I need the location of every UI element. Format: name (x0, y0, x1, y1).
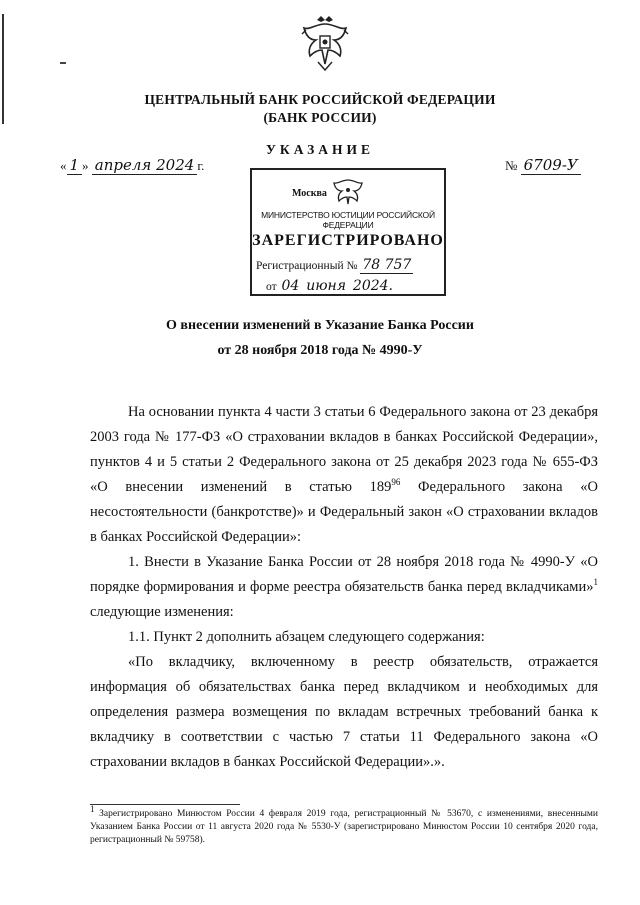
paragraph-item-1-text: 1. Внести в Указание Банка России от 28 ноября 2018 года № 4990-У «О порядке формирования и форме реестра обязательств банка перед вкладчиками» (90, 554, 598, 595)
registration-stamp (250, 168, 446, 296)
paragraph-basis-tail: Федерального закона «О несостоятельности (банкротстве)» и Федеральный закон «О страховании вкладов в банках Российской Федерации»: (90, 479, 598, 545)
scan-speck (60, 62, 66, 64)
paragraph-item-1-tail: следующие изменения: (90, 604, 234, 620)
stamp-date-month-handwritten: июня (306, 278, 347, 294)
stamp-registration-number (256, 257, 413, 273)
paragraph-basis (90, 400, 598, 550)
organization-name: ЦЕНТРАЛЬНЫЙ БАНК РОССИЙСКОЙ ФЕДЕРАЦИИ (144, 92, 496, 107)
footnote-divider (90, 804, 240, 805)
date-open-quote: « (60, 158, 67, 173)
stamp-reg-label: Регистрационный № (256, 260, 358, 272)
footnote-mark: 1 (90, 803, 95, 814)
stamp-ministry: МИНИСТЕРСТВО ЮСТИЦИИ РОССИЙСКОЙ ФЕДЕРАЦИИ (261, 210, 435, 230)
date-year-suffix: г. (197, 158, 205, 173)
paragraph-basis-text: На основании пункта 4 части 3 статьи 6 Федерального закона от 23 декабря 2003 года № 177-ФЗ «О страховании вкладов в банках Российской Федерации», пунктов 4 и 5 статьи 2 Федерального закона от 25 декабря 2023 года № 655-ФЗ «О внесении изменений в статью 189 (90, 404, 598, 495)
organization-short-name: (БАНК РОССИИ) (263, 110, 377, 125)
stamp-reg-number-handwritten: 78 757 (362, 257, 412, 273)
stamp-emblem-icon (330, 176, 366, 206)
number-label: № (505, 158, 518, 173)
paragraph-item-1 (90, 550, 598, 625)
paragraph-item-1-1: 1.1. Пункт 2 дополнить абзацем следующего содержания: (128, 629, 485, 645)
coat-of-arms-icon (296, 14, 354, 76)
footnote-text: Зарегистрировано Минюстом России 4 февраля 2019 года, регистрационный № 53670, с изменениями, внесенными Указанием Банка России от 11 августа 2020 года № 5530-У (зарегистрировано Минюстом России 10 сентября 2020 года, регистрационный № 59758). (90, 809, 598, 845)
paragraph-quote: «По вкладчику, включенному в реестр обязательств, отражается информация об обязательствах банка перед вкладчиком и необходимых для определения размера возмещения по вкладам встречных требований банка к вкладчику в соответствии с частью 7 статьи 11 Федерального закона «О страховании вкладов в банках Российской Федерации».». (90, 654, 598, 770)
stamp-registered: ЗАРЕГИСТРИРОВАНО (252, 232, 444, 249)
stamp-registration-date (266, 278, 395, 294)
stamp-date-year-handwritten: 2024. (352, 278, 394, 294)
document-date (60, 156, 204, 174)
date-month-year-handwritten: апреля 2024 (92, 156, 198, 175)
stamp-date-day-handwritten: 04 (281, 278, 300, 294)
document-heading-line2: от 28 ноября 2018 года № 4990-У (217, 343, 423, 358)
number-handwritten: 6709-У (521, 156, 581, 175)
stamp-date-prefix: от (266, 281, 277, 293)
date-close-quote: » (82, 158, 89, 173)
document-heading-line1: О внесении изменений в Указание Банка России (166, 318, 474, 333)
footnote-ref-1: 1 (593, 577, 598, 588)
superscript-96: 96 (391, 477, 401, 488)
document-type: УКАЗАНИЕ (266, 142, 374, 157)
footnote (90, 803, 598, 847)
date-day-handwritten: 1 (67, 156, 83, 175)
document-number (505, 156, 581, 174)
stamp-city: Москва (292, 188, 327, 199)
document-body (90, 400, 598, 775)
